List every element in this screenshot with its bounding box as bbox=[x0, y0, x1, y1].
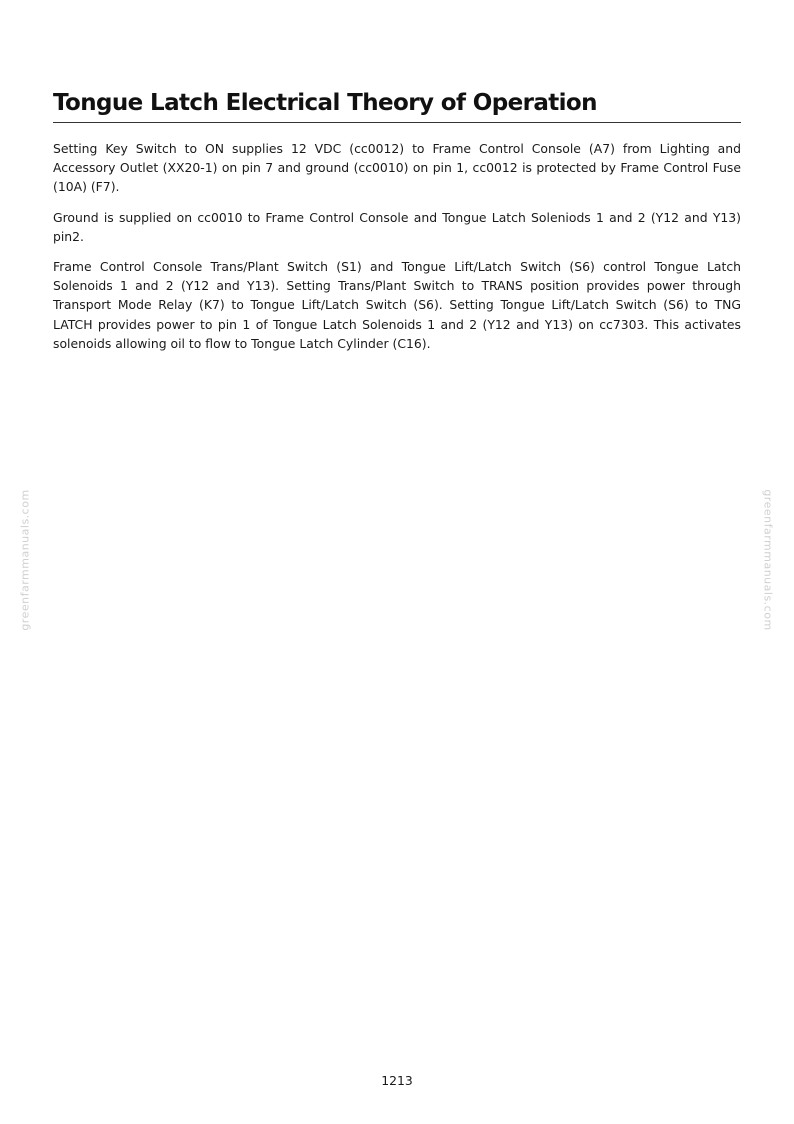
title-divider bbox=[53, 122, 741, 123]
body-text bbox=[53, 139, 741, 364]
paragraph-ground: Ground is supplied on cc0010 to Frame Control Console and Tongue Latch Soleniods 1 and 2 (Y12 and Y13) pin2. bbox=[53, 209, 741, 244]
page-number: 1213 bbox=[381, 1073, 413, 1088]
page-title: Tongue Latch Electrical Theory of Operation bbox=[53, 90, 597, 116]
watermark-left: greenfarmmanuals.com bbox=[18, 489, 32, 631]
paragraph-power-supply: Setting Key Switch to ON supplies 12 VDC (cc0012) to Frame Control Console (A7) from Lighting and Accessory Outlet (XX20-1) on pin 7 and ground (cc0010) on pin 1, cc0012 is protected by Frame Control Fuse (10A) (F7). bbox=[53, 141, 741, 195]
paragraph-switch-control: Frame Control Console Trans/Plant Switch (S1) and Tongue Lift/Latch Switch (S6) control Tongue Latch Solenoids 1 and 2 (Y12 and Y13). Setting Trans/Plant Switch to TRANS position provides power through Transport Mode Relay (K7) to Tongue Lift/Latch Switch (S6). Setting Tongue Lift/Latch Switch (S6) to TNG LATCH provides power to pin 1 of Tongue Latch Solenoids 1 and 2 (Y12 and Y13) on cc7303. This activates solenoids allowing oil to flow to Tongue Latch Cylinder (C16). bbox=[53, 259, 741, 351]
watermark-right: greenfarmmanuals.com bbox=[761, 489, 775, 631]
